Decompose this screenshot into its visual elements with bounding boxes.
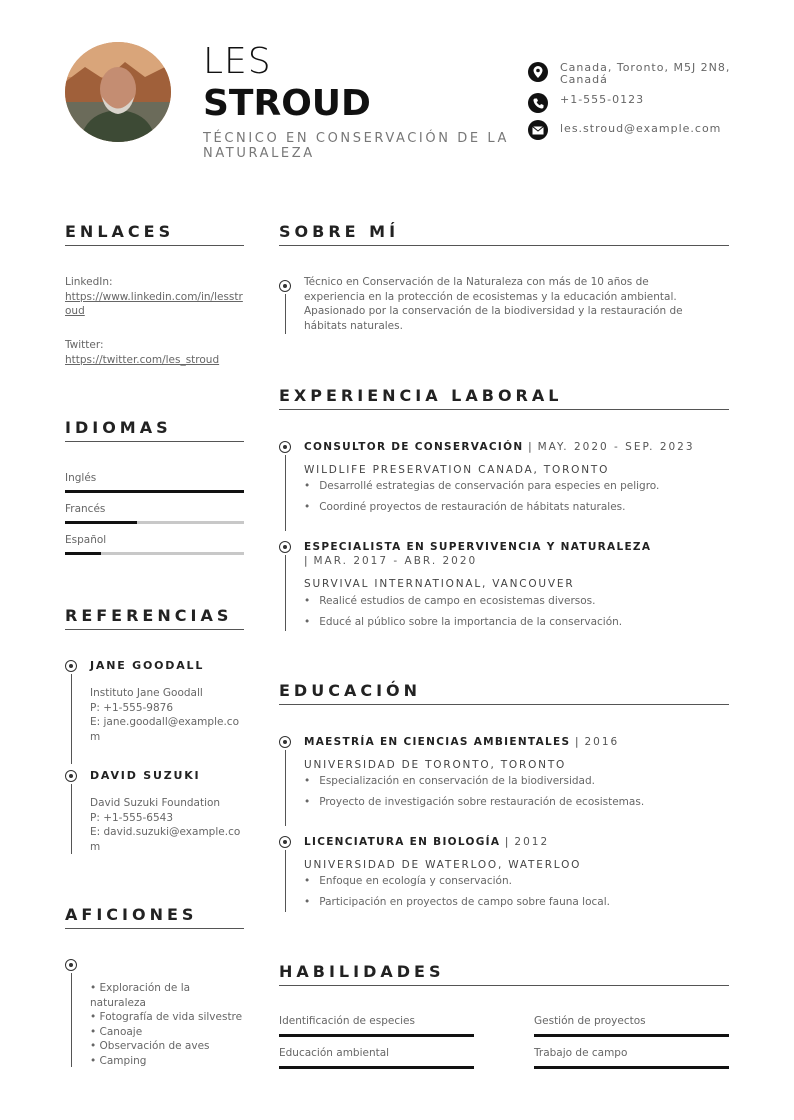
contact-phone: [528, 93, 745, 113]
twitter-entry: [65, 338, 245, 367]
language-name: Francés: [65, 503, 106, 515]
job-date: MAR. 2017 - ABR. 2020: [313, 555, 478, 567]
linkedin-entry: [65, 275, 245, 319]
job-title: TÉCNICO EN CONSERVACIÓN DE LA NATURALEZA: [203, 131, 510, 161]
job-header: CONSULTOR DE CONSERVACIÓN | MAY. 2020 - SEP. 2023: [304, 441, 695, 453]
hobby-item: • Exploración de la naturaleza: [90, 982, 191, 1009]
timeline-line: [71, 973, 72, 1067]
degree-year: 2016: [584, 736, 620, 748]
timeline-line: [71, 674, 72, 764]
skill-name: Educación ambiental: [279, 1047, 390, 1059]
skill-level-bar: [534, 1034, 729, 1037]
job-role: ESPECIALISTA EN SUPERVIVENCIA Y NATURALEZA: [304, 541, 652, 553]
linkedin-label: LinkedIn:: [65, 276, 113, 288]
timeline-dot-icon: [65, 770, 77, 782]
degree-year: 2012: [514, 836, 550, 848]
contact-email: [528, 120, 745, 140]
degree-header: LICENCIATURA EN BIOLOGÍA | 2012: [304, 836, 550, 848]
school-name: UNIVERSIDAD DE WATERLOO, WATERLOO: [304, 859, 582, 871]
email-text[interactable]: les.stroud@example.com: [560, 122, 722, 135]
phone-text[interactable]: +1-555-0123: [560, 93, 645, 106]
languages-rule: [65, 441, 244, 442]
reference-org: Instituto Jane Goodall: [90, 687, 203, 699]
job-bullet: • Coordiné proyectos de restauración de hábitats naturales.: [304, 501, 625, 514]
job-role: CONSULTOR DE CONSERVACIÓN: [304, 441, 524, 453]
links-heading: ENLACES: [65, 222, 175, 241]
degree-bullet: • Proyecto de investigación sobre restauración de ecosistemas.: [304, 796, 644, 809]
reference-email: E: jane.goodall@example.com: [90, 716, 239, 743]
skill-name: Gestión de proyectos: [534, 1015, 646, 1027]
language-level-bar: [65, 521, 137, 524]
address-text: Canada, Toronto, M5J 2N8, Canadá: [560, 61, 731, 86]
hobby-item: • Fotografía de vida silvestre: [90, 1011, 243, 1023]
timeline-line: [285, 555, 286, 631]
education-heading: EDUCACIÓN: [279, 681, 422, 700]
language-name: Español: [65, 534, 107, 546]
skill-level-bar: [279, 1034, 474, 1037]
envelope-icon: [528, 120, 548, 140]
language-level-bar: [65, 552, 101, 555]
linkedin-link[interactable]: https://www.linkedin.com/in/lesstroud: [65, 290, 243, 317]
about-heading: SOBRE MÍ: [279, 222, 400, 241]
languages-heading: IDIOMAS: [65, 418, 172, 437]
job-date: MAY. 2020 - SEP. 2023: [537, 441, 695, 453]
degree-title: LICENCIATURA EN BIOLOGÍA: [304, 836, 501, 848]
language-level-bar: [65, 490, 244, 493]
about-text: Técnico en Conservación de la Naturaleza con más de 10 años de experiencia en la protección de ecosistemas y la educación ambiental. Apasionado por la conservación de la biodiversidad y la restauración de hábitats naturales.: [304, 276, 683, 332]
timeline-dot-icon: [279, 280, 291, 292]
reference-details: [90, 686, 242, 744]
timeline-dot-icon: [279, 541, 291, 553]
twitter-label: Twitter:: [65, 339, 104, 351]
education-rule: [279, 704, 729, 705]
profile-photo: [65, 42, 171, 142]
experience-heading: EXPERIENCIA LABORAL: [279, 386, 563, 405]
reference-org: David Suzuki Foundation: [90, 797, 221, 809]
experience-rule: [279, 409, 729, 410]
reference-phone: P: +1-555-6543: [90, 811, 174, 824]
job-bullet: • Educé al público sobre la importancia de la conservación.: [304, 616, 622, 629]
degree-title: MAESTRÍA EN CIENCIAS AMBIENTALES: [304, 736, 571, 748]
twitter-link[interactable]: https://twitter.com/les_stroud: [65, 353, 220, 366]
phone-icon: [528, 93, 548, 113]
reference-name: JANE GOODALL: [90, 659, 205, 672]
first-name: LES: [203, 41, 272, 82]
contact-address: [528, 62, 745, 86]
hobby-item: • Canoaje: [90, 1025, 143, 1038]
reference-email: E: david.suzuki@example.com: [90, 826, 241, 853]
hobby-item: • Camping: [90, 1054, 147, 1067]
location-pin-icon: [528, 62, 548, 82]
timeline-line: [285, 455, 286, 531]
hobbies-list: [90, 981, 245, 1068]
about-rule: [279, 245, 729, 246]
timeline-line: [285, 850, 286, 912]
job-bullet: • Desarrollé estrategias de conservación para especies en peligro.: [304, 480, 659, 493]
skills-heading: HABILIDADES: [279, 962, 445, 981]
timeline-dot-icon: [65, 660, 77, 672]
links-rule: [65, 245, 244, 246]
degree-bullet: • Especialización en conservación de la biodiversidad.: [304, 775, 595, 788]
company-name: WILDLIFE PRESERVATION CANADA, TORONTO: [304, 464, 610, 476]
skills-rule: [279, 985, 729, 986]
skill-level-bar: [534, 1066, 729, 1069]
references-heading: REFERENCIAS: [65, 606, 233, 625]
hobbies-heading: AFICIONES: [65, 905, 198, 924]
company-name: SURVIVAL INTERNATIONAL, VANCOUVER: [304, 578, 575, 590]
timeline-line: [285, 294, 286, 334]
timeline-line: [285, 750, 286, 826]
skill-name: Trabajo de campo: [534, 1047, 628, 1059]
skill-name: Identificación de especies: [279, 1015, 415, 1027]
references-rule: [65, 629, 244, 630]
timeline-dot-icon: [279, 736, 291, 748]
reference-details: [90, 796, 242, 854]
timeline-dot-icon: [279, 441, 291, 453]
timeline-dot-icon: [65, 959, 77, 971]
hobbies-rule: [65, 928, 244, 929]
last-name: STROUD: [203, 83, 371, 124]
degree-header: MAESTRÍA EN CIENCIAS AMBIENTALES | 2016: [304, 736, 620, 748]
degree-bullet: • Participación en proyectos de campo sobre fauna local.: [304, 896, 610, 909]
hobby-item: • Observación de aves: [90, 1040, 210, 1052]
language-name: Inglés: [65, 472, 97, 484]
degree-bullet: • Enfoque en ecología y conservación.: [304, 875, 512, 888]
reference-name: DAVID SUZUKI: [90, 769, 201, 782]
reference-phone: P: +1-555-9876: [90, 701, 174, 714]
school-name: UNIVERSIDAD DE TORONTO, TORONTO: [304, 759, 567, 771]
timeline-dot-icon: [279, 836, 291, 848]
timeline-line: [71, 784, 72, 854]
skill-level-bar: [279, 1066, 474, 1069]
job-header: ESPECIALISTA EN SUPERVIVENCIA Y NATURALEZA | MAR. 2017 - ABR. 2020: [304, 541, 652, 567]
job-bullet: • Realicé estudios de campo en ecosistemas diversos.: [304, 595, 595, 608]
